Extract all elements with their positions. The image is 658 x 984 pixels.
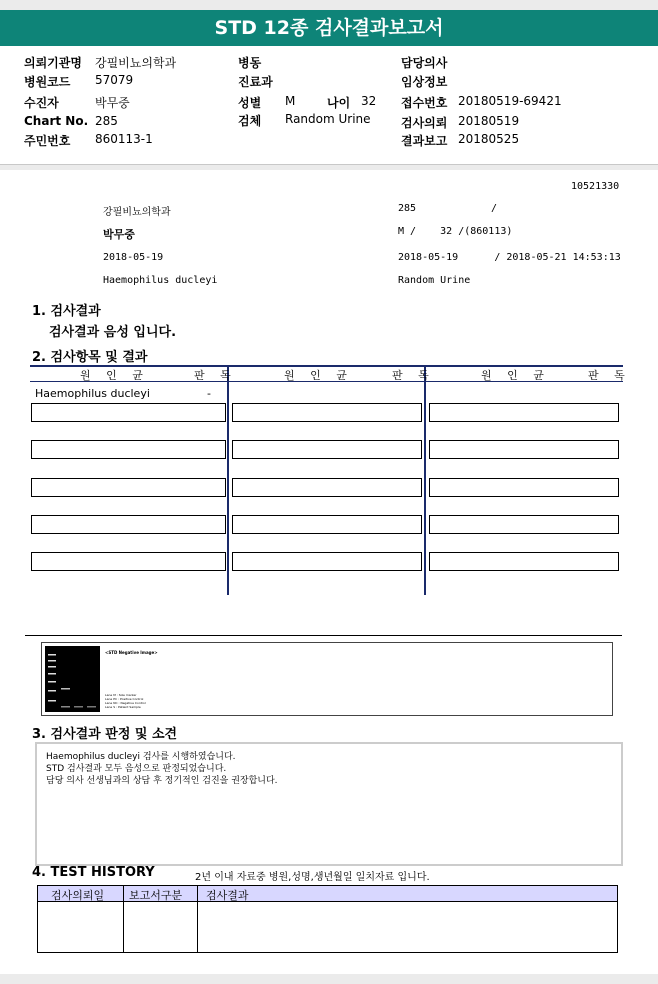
- value-sex: M: [285, 94, 296, 108]
- result-cell: [31, 403, 226, 422]
- value-age: 32: [361, 94, 377, 108]
- result-cell: [232, 515, 422, 534]
- label-hospital-code: 병원코드: [24, 75, 71, 89]
- gel-image-title: <STD Negative Image>: [105, 650, 158, 655]
- col-judge-2: 판 독: [392, 369, 435, 382]
- history-table-header: [37, 885, 618, 902]
- result-cell: [429, 515, 619, 534]
- doc-number: 10521330: [571, 181, 620, 192]
- history-note: 2년 이내 자료중 병원,성명,생년월일 일치자료 입니다.: [195, 872, 430, 883]
- history-col-request-date: 검사의뢰일: [51, 889, 105, 902]
- result-cell: [232, 440, 422, 459]
- printout-result-item: Haemophilus ducleyi: [103, 275, 218, 286]
- value-patient: 박무중: [95, 96, 130, 110]
- result-cell: [31, 515, 226, 534]
- printout-received: 2018-05-19: [103, 252, 164, 263]
- col-organism-3: 원 인 균: [481, 369, 550, 382]
- gel-legend-3: Lane NC : Negative Control: [105, 701, 146, 705]
- result-cell: [232, 403, 422, 422]
- value-institution: 강필비뇨의학과: [95, 56, 177, 70]
- result-cell: [232, 552, 422, 571]
- printout-chart-slash: /: [491, 203, 498, 214]
- label-result-report: 결과보고: [401, 134, 448, 148]
- result-cell: [429, 440, 619, 459]
- gel-legend-2: Lane PC : Positive Control: [105, 697, 144, 701]
- history-col-divider: [123, 886, 124, 902]
- value-chart-no: 285: [95, 114, 118, 128]
- gel-bands-graphic: [45, 646, 100, 712]
- result-cell: [429, 478, 619, 497]
- label-patient: 수진자: [24, 96, 59, 110]
- history-col-divider: [197, 902, 198, 952]
- comment-line-1: Haemophilus ducleyi 검사를 시행하였습니다.: [46, 752, 236, 762]
- result-judgement: -: [207, 387, 211, 400]
- printout-hospital: 강필비뇨의학과: [103, 207, 171, 218]
- printout-dates: 2018-05-19 / 2018-05-21 14:53:13: [398, 252, 621, 263]
- col-judge-3: 판 독: [588, 369, 631, 382]
- label-specimen: 검체: [238, 114, 262, 128]
- history-col-divider: [123, 902, 124, 952]
- comment-box: [35, 742, 623, 866]
- report-header: [0, 46, 658, 165]
- gel-image: [45, 646, 100, 712]
- label-institution: 의뢰기관명: [24, 56, 82, 70]
- results-table-divider-1: [227, 367, 229, 595]
- report-title: STD 12종 검사결과보고서: [0, 10, 658, 46]
- history-table-body: [37, 902, 618, 953]
- value-result-report: 20180525: [458, 132, 520, 146]
- section-2-title: 2. 검사항목 및 결과: [32, 350, 148, 365]
- history-col-report-type: 보고서구분: [129, 889, 183, 902]
- result-cell: [31, 478, 226, 497]
- section-1-title: 1. 검사결과: [32, 304, 101, 319]
- value-test-request: 20180519: [458, 114, 520, 128]
- label-clinical-info: 임상정보: [401, 75, 448, 89]
- history-col-divider: [197, 886, 198, 902]
- result-cell: [429, 403, 619, 422]
- result-cell: [232, 478, 422, 497]
- col-judge-1: 판 독: [194, 369, 237, 382]
- gel-image-panel: [41, 642, 613, 716]
- section-separator: [25, 635, 622, 636]
- section-1-text: 검사결과 음성 입니다.: [49, 325, 177, 340]
- gel-legend-4: Lane S : Patient Sample: [105, 705, 141, 709]
- col-organism-1: 원 인 균: [80, 369, 149, 382]
- printout-patient: 박무중: [103, 228, 135, 241]
- label-department: 진료과: [238, 75, 273, 89]
- printout-sex-age: M / 32 /(860113): [398, 226, 513, 237]
- col-organism-2: 원 인 균: [284, 369, 353, 382]
- label-ward: 병동: [238, 56, 262, 70]
- label-age: 나이: [327, 96, 351, 110]
- label-physician: 담당의사: [401, 56, 448, 70]
- comment-line-2: STD 검사결과 모두 음성으로 판정되었습니다.: [46, 764, 227, 774]
- report-document: [0, 170, 658, 974]
- result-cell: [31, 552, 226, 571]
- gel-legend-1: Lane M : Size marker: [105, 693, 137, 697]
- history-col-result: 검사결과: [206, 889, 249, 902]
- label-receipt-no: 접수번호: [401, 96, 448, 110]
- label-sex: 성별: [238, 96, 262, 110]
- section-3-title: 3. 검사결과 판정 및 소견: [32, 727, 178, 742]
- section-4-title: 4. TEST HISTORY: [32, 865, 155, 880]
- results-table-divider-2: [424, 367, 426, 595]
- value-hospital-code: 57079: [95, 73, 134, 87]
- printout-chart: 285: [398, 203, 417, 214]
- value-receipt-no: 20180519-69421: [458, 94, 562, 108]
- result-cell: [429, 552, 619, 571]
- result-organism-name: Haemophilus ducleyi: [35, 387, 150, 400]
- value-resident-no: 860113-1: [95, 132, 153, 146]
- label-test-request: 검사의뢰: [401, 116, 448, 130]
- label-resident-no: 주민번호: [24, 134, 71, 148]
- printout-specimen: Random Urine: [398, 275, 471, 286]
- value-specimen: Random Urine: [285, 112, 371, 126]
- comment-line-3: 담당 의사 선생님과의 상담 후 정기적인 검진을 권장합니다.: [46, 776, 278, 786]
- label-chart-no: Chart No.: [24, 114, 89, 128]
- result-cell: [31, 440, 226, 459]
